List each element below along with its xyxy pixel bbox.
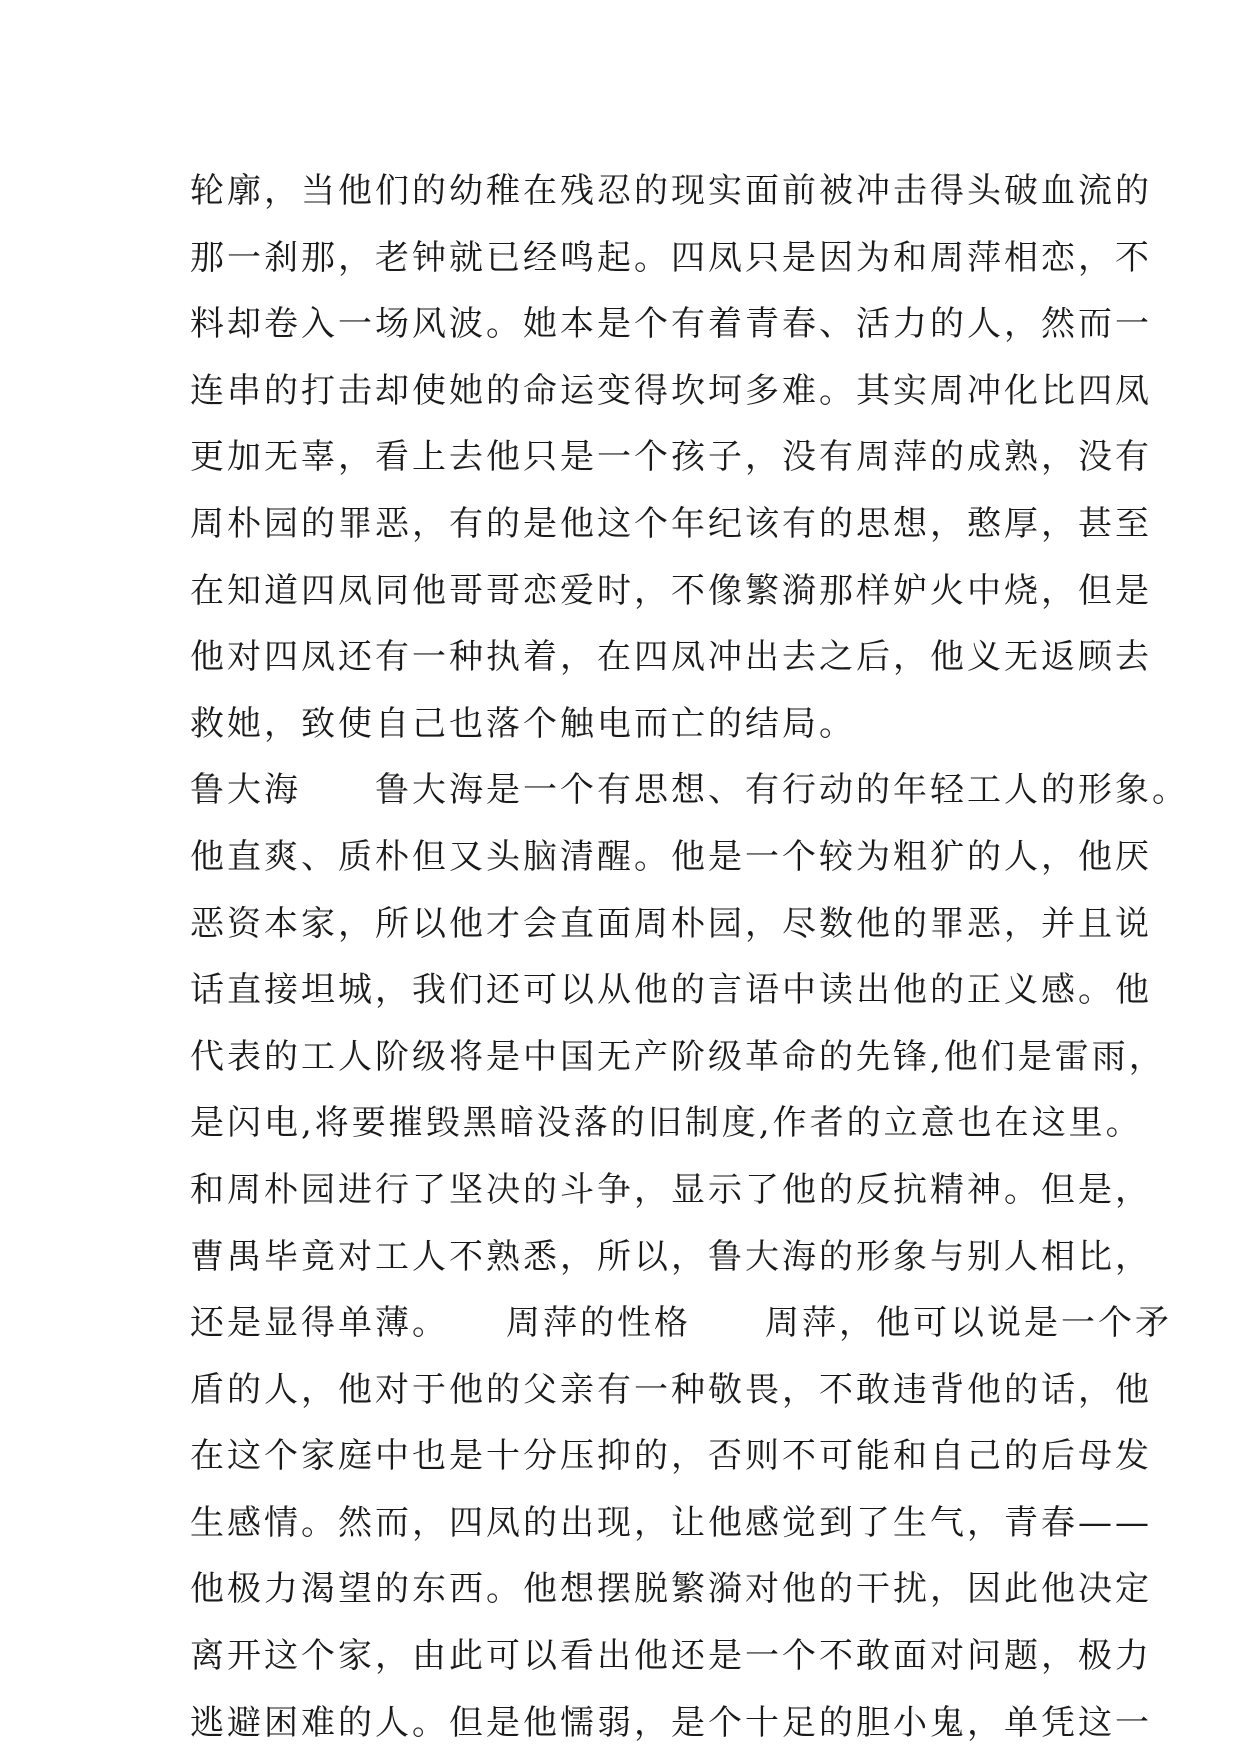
text-line: 恶资本家，所以他才会直面周朴园，尽数他的罪恶，并且说 bbox=[190, 903, 1152, 944]
text-line: 生感情。然而，四凤的出现，让他感觉到了生气，青春—— bbox=[190, 1502, 1152, 1543]
text-line: 在这个家庭中也是十分压抑的，否则不可能和自己的后母发 bbox=[190, 1436, 1152, 1477]
text-line: 在知道四凤同他哥哥恋爱时，不像繁漪那样妒火中烧，但是 bbox=[190, 570, 1152, 611]
body-text bbox=[190, 158, 1189, 1756]
text-line: 救她，致使自己也落个触电而亡的结局。 bbox=[190, 703, 856, 744]
text-line: 话直接坦城，我们还可以从他的言语中读出他的正义感。他 bbox=[190, 970, 1152, 1011]
text-line: 和周朴园进行了坚决的斗争，显示了他的反抗精神。但是， bbox=[190, 1169, 1152, 1210]
text-line: 更加无辜，看上去他只是一个孩子，没有周萍的成熟，没有 bbox=[190, 437, 1152, 478]
text-line: 他对四凤还有一种执着，在四凤冲出去之后，他义无返顾去 bbox=[190, 637, 1152, 678]
text-line: 那一刹那，老钟就已经鸣起。四凤只是因为和周萍相恋，不 bbox=[190, 237, 1152, 278]
text-line: 料却卷入一场风波。她本是个有着青春、活力的人，然而一 bbox=[190, 304, 1152, 345]
text-line: 连串的打击却使她的命运变得坎坷多难。其实周冲化比四凤 bbox=[190, 370, 1152, 411]
text-line: 盾的人，他对于他的父亲有一种敬畏，不敢违背他的话，他 bbox=[190, 1369, 1152, 1410]
text-line: 还是显得单薄。 周萍的性格 周萍，他可以说是一个矛 bbox=[190, 1303, 1172, 1344]
text-line: 离开这个家，由此可以看出他还是一个不敢面对问题，极力 bbox=[190, 1636, 1152, 1677]
text-line: 逃避困难的人。但是他懦弱，是个十足的胆小鬼，单凭这一 bbox=[190, 1702, 1152, 1743]
text-line: 轮廓，当他们的幼稚在残忍的现实面前被冲击得头破血流的 bbox=[190, 171, 1152, 211]
text-line: 是闪电,将要摧毁黑暗没落的旧制度,作者的立意也在这里。 bbox=[190, 1103, 1143, 1144]
text-line: 他极力渴望的东西。他想摆脱繁漪对他的干扰，因此他决定 bbox=[190, 1569, 1152, 1610]
text-line: 他直爽、质朴但又头脑清醒。他是一个较为粗犷的人，他厌 bbox=[190, 836, 1152, 877]
text-line: 鲁大海 鲁大海是一个有思想、有行动的年轻工人的形象。 bbox=[190, 770, 1189, 811]
text-line: 曹禺毕竟对工人不熟悉，所以，鲁大海的形象与别人相比， bbox=[190, 1236, 1152, 1277]
text-line: 代表的工人阶级将是中国无产阶级革命的先锋,他们是雷雨， bbox=[190, 1036, 1166, 1077]
text-line: 周朴园的罪恶，有的是他这个年纪该有的思想，憨厚，甚至 bbox=[190, 503, 1152, 544]
